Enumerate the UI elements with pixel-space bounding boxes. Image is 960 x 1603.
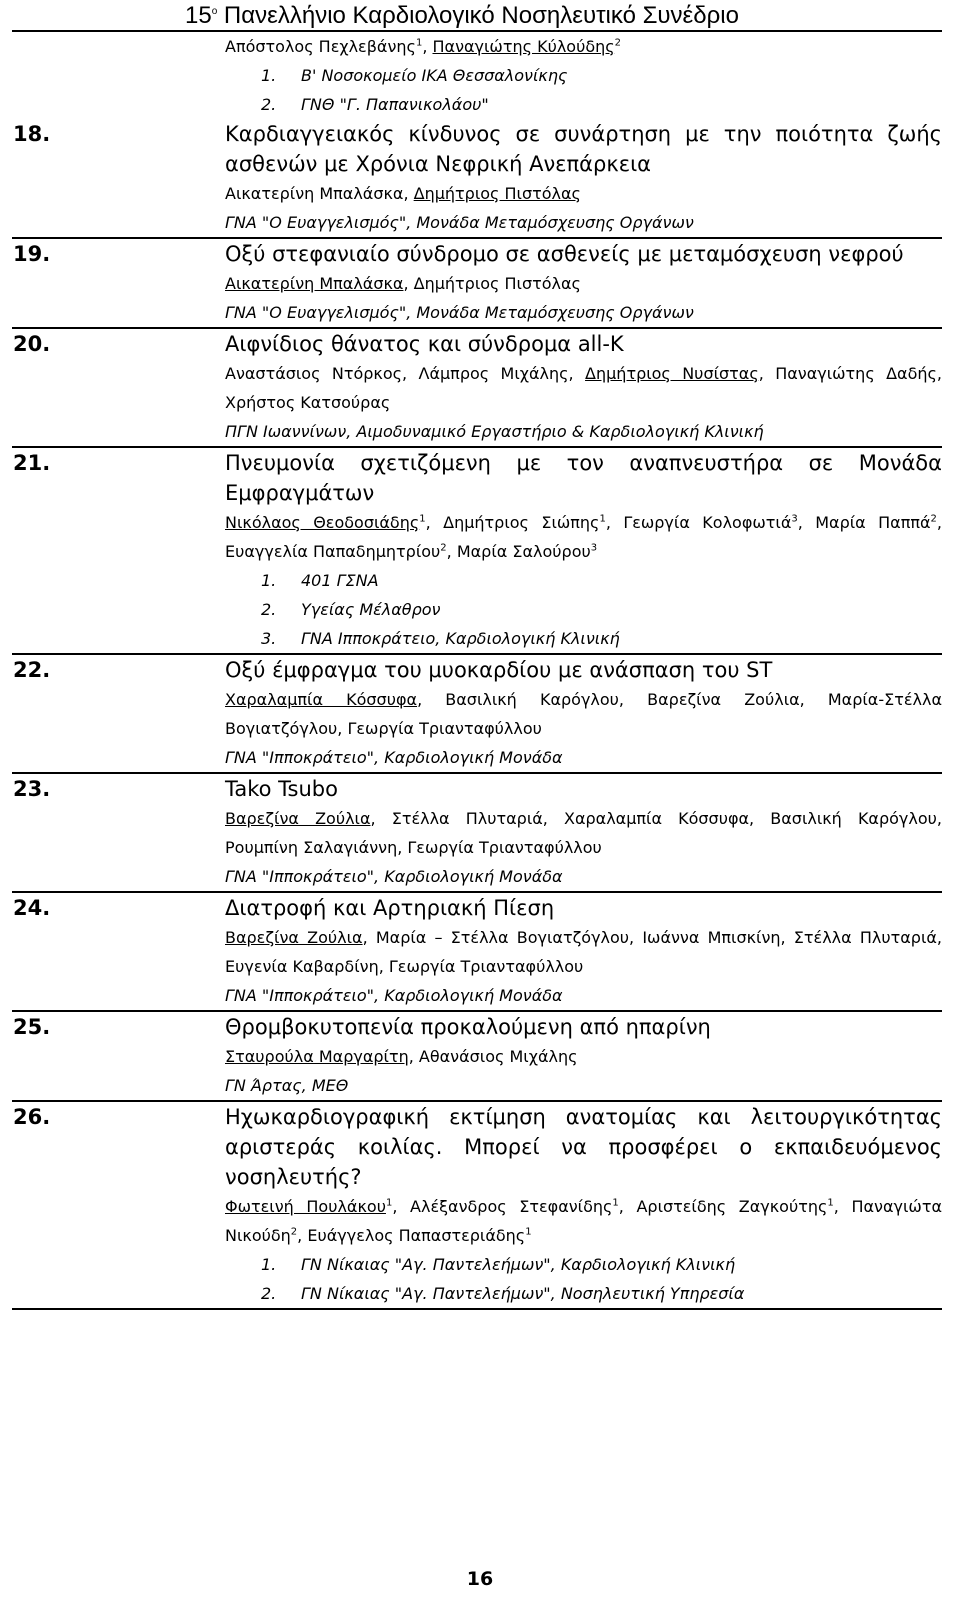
authors: Αικατερίνη Μπαλάσκα, Δημήτριος Πιστόλας [225,184,581,203]
item-title: Πνευμονία σχετιζόμενη με τον αναπνευστήρα σε Μονάδα Εμφραγμάτων [225,451,942,505]
affiliation: ΓΝΑ "Ιπποκράτειο", Καρδιολογική Μονάδα [225,748,563,767]
item-title: Οξύ έμφραγμα του μυοκαρδίου με ανάσπαση του ST [225,658,773,682]
abstract-item-21 [13,448,943,653]
item-number: 24. [13,896,51,920]
affiliations [225,1250,942,1308]
affiliation: 3. ΓΝΑ Ιπποκράτειο, Καρδιολογική Κλινική [261,629,620,648]
affiliation: ΓΝΑ "Ιπποκράτειο", Καρδιολογική Μονάδα [225,986,563,1005]
authors: Αικατερίνη Μπαλάσκα, Δημήτριος Πιστόλας [225,274,581,293]
abstract-item-18 [13,119,942,237]
affiliation: 1. 401 ΓΣΝΑ [261,571,379,590]
abstract-item-22 [13,655,942,772]
header-pre: 15 [185,2,212,29]
page-number: 16 [466,1568,494,1590]
page-header [185,2,739,30]
item-title: Θρομβοκυτοπενία προκαλούμενη από ηπαρίνη [225,1015,711,1039]
affiliation: 1. Β' Νοσοκομείο ΙΚΑ Θεσσαλονίκης [261,66,568,85]
affiliation: 2. ΓΝ Νίκαιας "Αγ. Παντελεήμων", Νοσηλευτική Υπηρεσία [261,1284,745,1303]
abstract-item-24 [13,893,943,1010]
item-number: 21. [13,451,51,475]
item-title: Ηχωκαρδιογραφική εκτίμηση ανατομίας και λειτουργικότητας αριστεράς κοιλίας. Μπορεί να προσφέρει ο εκπαιδευόμενος νοσηλευτής? [225,1105,942,1189]
abstract-item-25 [13,1012,942,1100]
header-sup: o [211,6,218,17]
item-number: 23. [13,777,51,801]
item-title: Διατροφή και Αρτηριακή Πίεση [225,896,555,920]
authors: Βαρεζίνα Ζούλια, Μαρία – Στέλλα Βογιατζόγλου, Ιωάννα Μπισκίνη, Στέλλα Πλυταριά, Ευγενία Καβαρδίνη, Γεωργία Τριανταφύλλου [225,928,943,976]
authors: Σταυρούλα Μαργαρίτη, Αθανάσιος Μιχάλης [225,1047,578,1066]
item-number: 26. [13,1105,51,1129]
affiliation: 2. Υγείας Μέλαθρον [261,600,441,619]
item-number: 20. [13,332,51,356]
affiliation: 1. ΓΝ Νίκαιας "Αγ. Παντελεήμων", Καρδιολογική Κλινική [261,1255,736,1274]
affiliation: 2. ΓΝΘ "Γ. Παπανικολάου" [261,95,489,114]
item-number: 22. [13,658,51,682]
abstract-item-20 [13,329,942,446]
affiliations [225,566,942,653]
item-title: Καρδιαγγειακός κίνδυνος σε συνάρτηση με την ποιότητα ζωής ασθενών με Χρόνια Νεφρική Ανεπάρκεια [225,122,942,176]
prev-item [225,32,942,119]
item-number: 19. [13,242,51,266]
abstract-item-23 [13,774,942,891]
abstract-item-26 [13,1102,942,1308]
item-divider [12,1308,942,1310]
affiliation: ΓΝΑ "Ο Ευαγγελισμός", Μονάδα Μεταμόσχευσης Οργάνων [225,303,694,322]
authors: Φωτεινή Πουλάκου$^1$, Αλέξανδρος Στεφανίδης$^1$, Αριστείδης Ζαγκούτης$^1$, Παναγιώτα Νικούδη$^2$, Ευάγγελος Παπαστεριάδης$^1$ [225,1197,942,1245]
authors: Αναστάσιος Ντόρκος, Λάμπρος Μιχάλης, Δημήτριος Νυσίστας, Παναγιώτης Δαδής, Χρήστος Κατσούρας [225,364,942,412]
affiliation: ΠΓΝ Ιωαννίνων, Αιμοδυναμικό Εργαστήριο & Καρδιολογική Κλινική [225,422,764,441]
item-title: Οξύ στεφανιαίο σύνδρομο σε ασθενείς με μεταμόσχευση νεφρού [225,242,904,266]
item-title: Tako Tsubo [225,777,338,801]
item-number: 25. [13,1015,51,1039]
abstract-list [0,32,960,1310]
header-title: Πανελλήνιο Καρδιολογικό Νοσηλευτικό Συνέδριο [217,2,739,29]
authors: Χαραλαμπία Κόσσυφα, Βασιλική Καρόγλου, Βαρεζίνα Ζούλια, Μαρία-Στέλλα Βογιατζόγλου, Γεωργία Τριανταφύλλου [225,690,942,738]
item-title: Αιφνίδιος θάνατος και σύνδρομα all-K [225,332,624,356]
affiliation: ΓΝΑ "Ο Ευαγγελισμός", Μονάδα Μεταμόσχευσης Οργάνων [225,213,694,232]
authors: Απόστολος Πεχλεβάνης$^1$, Παναγιώτης Κύλούδης$^2$ [225,37,622,56]
authors: Βαρεζίνα Ζούλια, Στέλλα Πλυταριά, Χαραλαμπία Κόσσυφα, Βασιλική Καρόγλου, Ρουμπίνη Σαλαγιάννη, Γεωργία Τριανταφύλλου [225,809,942,857]
affiliations [225,61,942,119]
affiliation: ΓΝ Άρτας, ΜΕΘ [225,1076,349,1095]
item-number: 18. [13,122,51,146]
authors: Νικόλαος Θεοδοσιάδης$^1$, Δημήτριος Σιώπης$^1$, Γεωργία Κολοφωτιά$^3$, Μαρία Παππά$^2$, Ευαγγελία Παπαδημητρίου$^2$, Μαρία Σαλούρου$^3$ [225,513,943,561]
abstract-item-19 [13,239,942,327]
affiliation: ΓΝΑ "Ιπποκράτειο", Καρδιολογική Μονάδα [225,867,563,886]
